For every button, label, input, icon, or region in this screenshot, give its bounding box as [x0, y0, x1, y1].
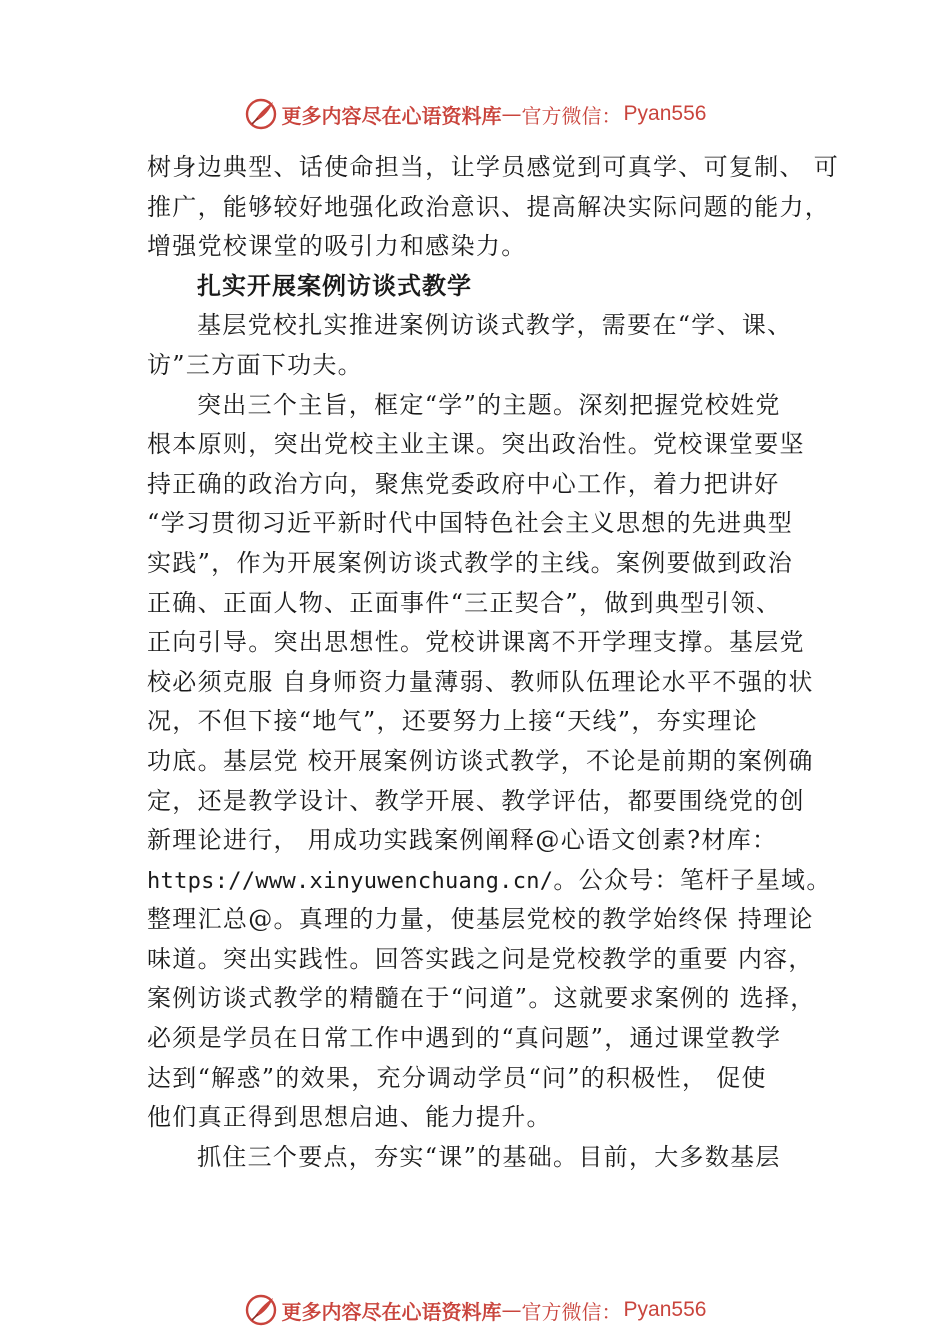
url-line-suffix: 。公众号：笔杆子星域。 — [553, 865, 832, 894]
text-line: 必须是学员在日常工作中遇到的“真问题”，通过课堂教学 — [147, 1024, 782, 1053]
banner-account: Pyan556 — [623, 102, 707, 125]
banner-contact-label: 官方微信： — [521, 1299, 622, 1324]
text-line: 校必须克服 自身师资力量薄弱、教师队伍理论水平不强的状 — [147, 667, 814, 696]
text-line: 正确、正面人物、正面事件“三正契合”，做到典型引领、 — [147, 588, 782, 617]
banner-brand: 更多内容尽在心语资料库 — [281, 103, 502, 128]
banner-separator: — — [501, 1298, 522, 1322]
banner-account: Pyan556 — [623, 1298, 707, 1321]
text-line: “学习贯彻习近平新时代中国特色社会主义思想的先进典型 — [147, 509, 794, 538]
text-line: 增强党校课堂的吸引力和感染力。 — [147, 232, 527, 261]
banner-contact-label: 官方微信： — [521, 103, 622, 128]
text-line: 整理汇总@。真理的力量，使基层党校的教学始终保 持理论 — [147, 905, 814, 934]
text-line: 况，不但下接“地气”，还要努力上接“天线”，夯实理论 — [147, 707, 758, 736]
text-line: 正向引导。突出思想性。党校讲课离不开学理支撑。基层党 — [147, 628, 805, 657]
text-line: 达到“解惑”的效果，充分调动学员“问”的积极性， 促使 — [147, 1063, 767, 1092]
text-line: 持正确的政治方向，聚焦党委政府中心工作，着力把讲好 — [147, 469, 780, 498]
text-line: 案例访谈式教学的精髓在于“问道”。这就要求案例的 选择， — [147, 984, 816, 1013]
text-line: 他们真正得到思想启迪、能力提升。 — [147, 1103, 552, 1132]
text-line: 基层党校扎实推进案例访谈式教学，需要在“学、课、 — [197, 311, 793, 340]
text-line: 新理论进行， 用成功实践案例阐释@心语文创素?材库： — [147, 826, 778, 855]
website-url: https://www.xinyuwenchuang.cn/ — [147, 868, 554, 894]
section-heading: 扎实开展案例访谈式教学 — [197, 271, 472, 300]
text-line: 实践”，作为开展案例访谈式教学的主线。案例要做到政治 — [147, 548, 794, 577]
banner-separator: — — [501, 102, 522, 126]
quill-logo-icon — [244, 97, 278, 131]
url-line — [147, 861, 837, 901]
text-line: 推广，能够较好地强化政治意识、提高解决实际问题的能力， — [147, 192, 831, 221]
text-line: 定，还是教学设计、教学开展、教学评估，都要围绕党的创 — [147, 786, 805, 815]
banner-brand: 更多内容尽在心语资料库 — [281, 1299, 502, 1324]
text-line: 突出三个主旨，框定“学”的主题。深刻把握党校姓党 — [197, 390, 781, 419]
footer-banner — [0, 1288, 950, 1332]
text-line: 功底。基层党 校开展案例访谈式教学，不论是前期的案例确 — [147, 746, 814, 775]
text-line: 树身边典型、话使命担当，让学员感觉到可真学、可复制、 可 — [147, 153, 840, 181]
text-line: 根本原则，突出党校主业主课。突出政治性。党校课堂要坚 — [147, 430, 805, 459]
header-banner — [0, 92, 950, 136]
document-body — [147, 148, 840, 1177]
text-line: 抓住三个要点，夯实“课”的基础。目前，大多数基层 — [197, 1142, 781, 1171]
text-line: 味道。突出实践性。回答实践之问是党校教学的重要 内容， — [147, 944, 814, 973]
quill-logo-icon — [244, 1293, 278, 1327]
text-line: 访”三方面下功夫。 — [147, 350, 363, 379]
